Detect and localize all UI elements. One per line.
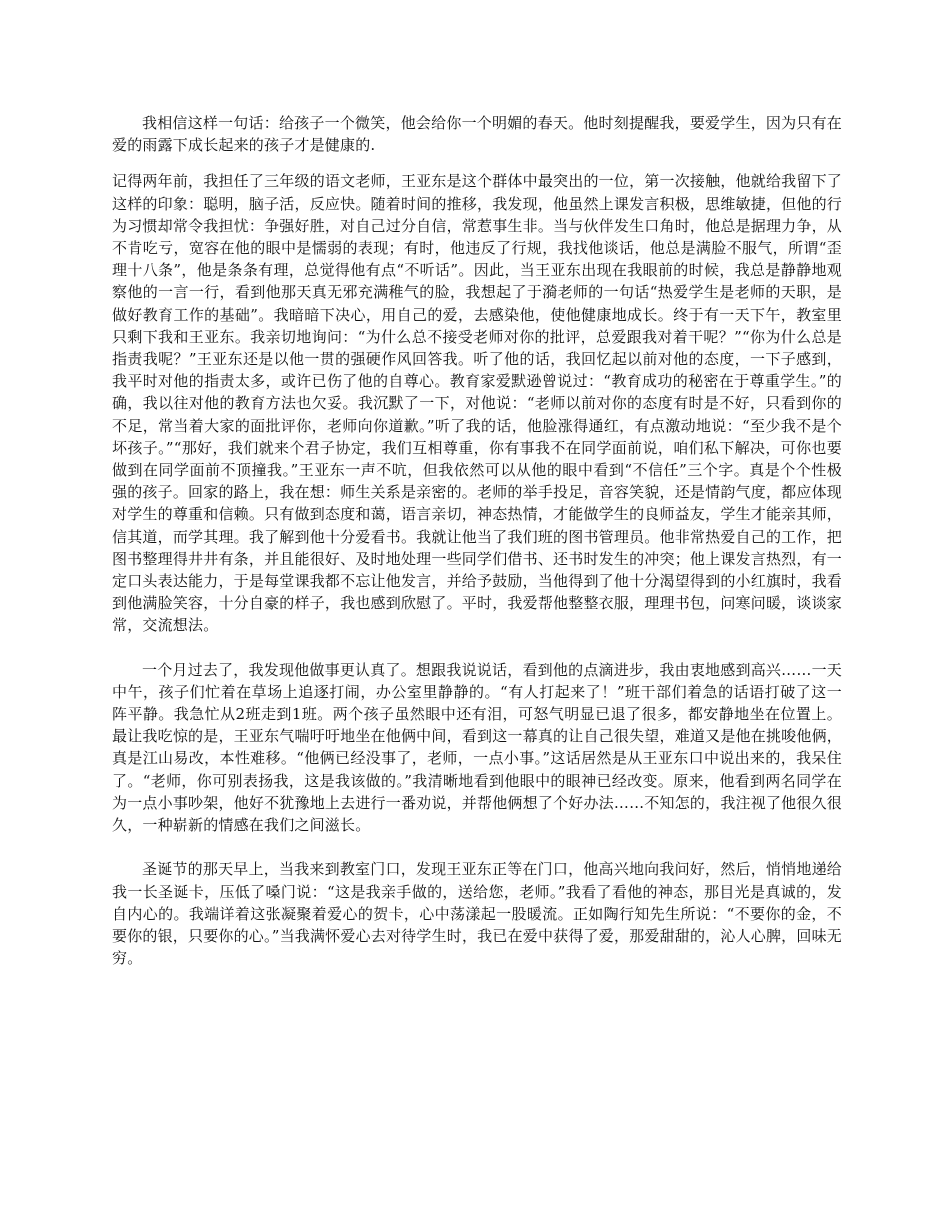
paragraph-intro: 我相信这样一句话：给孩子一个微笑，他会给你一个明媚的春天。他时刻提醒我，要爱学生，因为只有在爱的雨露下成长起来的孩子才是健康的. — [112, 114, 842, 155]
document-page — [112, 112, 842, 969]
paragraph-story: 记得两年前，我担任了三年级的语文老师，王亚东是这个群体中最突出的一位，第一次接触，他就给我留下了这样的印象：聪明，脑子活，反应快。随着时间的推移，我发现，他虽然上课发言积极，思维敏捷，但他的行为习惯却常令我担忧：争强好胜，对自己过分自信，常惹事生非。当与伙伴发生口角时，他总是据理力争，从不肯吃亏，宽容在他的眼中是懦弱的表现；有时，他违反了行规，我找他谈话，他总是满脸不服气，所谓“歪理十八条”，他是条条有理，总觉得他有点“不听话”。因此，当王亚东出现在我眼前的时候，我总是静静地观察他的一言一行，看到他那天真无邪充满稚气的脸，我想起了于漪老师的一句话“热爱学生是老师的天职，是做好教育工作的基础”。我暗暗下决心，用自己的爱，去感染他，使他健康地成长。终于有一天下午，教室里只剩下我和王亚东。我亲切地询问：“为什么总不接受老师对你的批评，总爱跟我对着干呢？”“你为什么总是指责我呢？”王亚东还是以他一贯的强硬作风回答我。听了他的话，我回忆起以前对他的态度，一下子感到，我平时对他的指责太多，或许已伤了他的自尊心。教育家爱默逊曾说过：“教育成功的秘密在于尊重学生。”的确，我以往对他的教育方法也欠妥。我沉默了一下，对他说：“老师以前对你的态度有时是不好，只看到你的不足，常当着大家的面批评你，老师向你道歉。”听了我的话，他脸涨得通红，有点激动地说：“至少我不是个坏孩子。”“那好，我们就来个君子协定，我们互相尊重，你有事我不在同学面前说，咱们私下解决，可你也要做到在同学面前不顶撞我。”王亚东一声不吭，但我依然可以从他的眼中看到“不信任”三个字。真是个个性极强的孩子。回家的路上，我在想：师生关系是亲密的。老师的举手投足，音容笑貌，还是情韵气度，都应体现对学生的尊重和信赖。只有做到态度和蔼，语言亲切，神态热情，才能做学生的良师益友，学生才能亲其师，信其道，而学其理。我了解到他十分爱看书。我就让他当了我们班的图书管理员。他非常热爱自己的工作，把图书整理得井井有条，并且能很好、及时地处理一些同学们借书、还书时发生的冲突；他上课发言热烈，有一定口头表达能力，于是每堂课我都不忘让他发言，并给予鼓励，当他得到了他十分渴望得到的小红旗时，我看到他满脸笑容，十分自豪的样子，我也感到欣慰了。平时，我爱帮他整整衣服，理理书包，问寒问暖，谈谈家常，交流想法。 — [112, 172, 842, 635]
paragraph-progress: 一个月过去了，我发现他做事更认真了。想跟我说说话，看到他的点滴进步，我由衷地感到高兴……一天中午，孩子们忙着在草场上追逐打闹，办公室里静静的。“有人打起来了！”班干部们着急的话语打破了这一阵平静。我急忙从2班走到1班。两个孩子虽然眼中还有泪，可怒气明显已退了很多，都安静地坐在位置上。最让我吃惊的是，王亚东气喘吁吁地坐在他俩中间，看到这一幕真的让自己很失望，难道又是他在挑唆他俩，真是江山易改，本性难移。“他俩已经没事了，老师，一点小事。”这话居然是从王亚东口中说出来的，我呆住了。“老师，你可别表扬我，这是我该做的。”我清晰地看到他眼中的眼神已经改变。原来，他看到两名同学在为一点小事吵架，他好不犹豫地上去进行一番劝说，并帮他俩想了个好办法……不知怎的，我注视了他很久很久，一种崭新的情感在我们之间滋长。 — [112, 660, 842, 835]
paragraph-christmas: 圣诞节的那天早上，当我来到教室门口，发现王亚东正等在门口，他高兴地向我问好，然后，悄悄地递给我一长圣诞卡，压低了嗓门说：“这是我亲手做的，送给您，老师。”我看了看他的神态，那目光是真诚的，发自内心的。我端详着这张凝聚着爱心的贺卡，心中荡漾起一股暖流。正如陶行知先生所说：“不要你的金，不要你的银，只要你的心。”当我满怀爱心去对待学生时，我已在爱中获得了爱，那爱甜甜的，沁人心脾，回味无穷。 — [112, 860, 842, 968]
